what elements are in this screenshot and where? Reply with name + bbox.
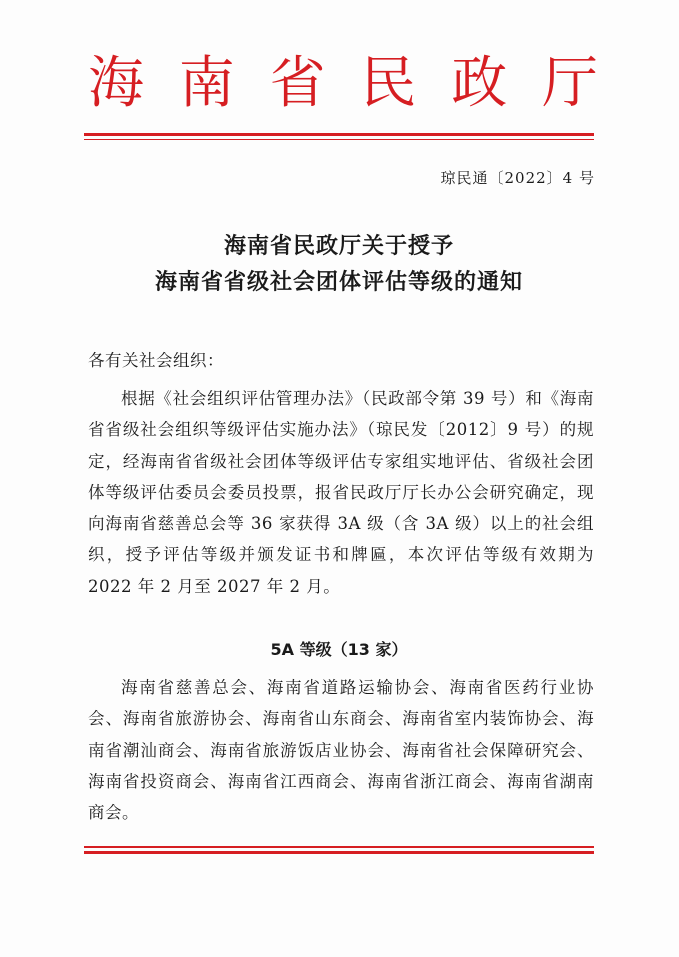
agency-letterhead: 海 南 省 民 政 厅 [88,51,598,116]
letterhead-red-rule-thin [84,139,594,140]
document-title [84,229,594,301]
letterhead-red-rule-thick [84,133,594,136]
document-number: 琼民通〔2022〕4 号 [440,169,595,187]
document-title-line-2: 海南省省级社会团体评估等级的通知 [154,270,523,295]
footer-red-rule-thin [84,846,594,848]
document-title-line-1: 海南省民政厅关于授予 [223,234,454,259]
section-5a-heading: 5A 等级（13 家） [270,640,408,659]
footer-red-rule-thick [84,851,594,854]
salutation: 各有关社会组织： [88,351,224,370]
section-5a-organization-list: 海南省慈善总会、海南省道路运输协会、海南省医药行业协会、海南省旅游协会、海南省山东商会、海南省室内装饰协会、海南省潮汕商会、海南省旅游饭店业协会、海南省社会保障研究会、海南省投资商会、海南省江西商会、海南省浙江商会、海南省湖南商会。 [88,678,594,823]
body-paragraph: 根据《社会组织评估管理办法》（民政部令第 39 号）和《海南省省级社会组织等级评估实施办法》（琼民发〔2012〕9 号）的规定，经海南省省级社会团体等级评估专家组实地评估、省级社会团体等级评估委员会委员投票，报省民政厅厅长办公会研究确定，现向海南省慈善总会等 36 家获得 3A 级（含 3A 级）以上的社会组织，授予评估等级并颁发证书和牌匾，本次评估等级有效期为 2022 年 2 月至 2027 年 2 月。 [88,389,594,596]
